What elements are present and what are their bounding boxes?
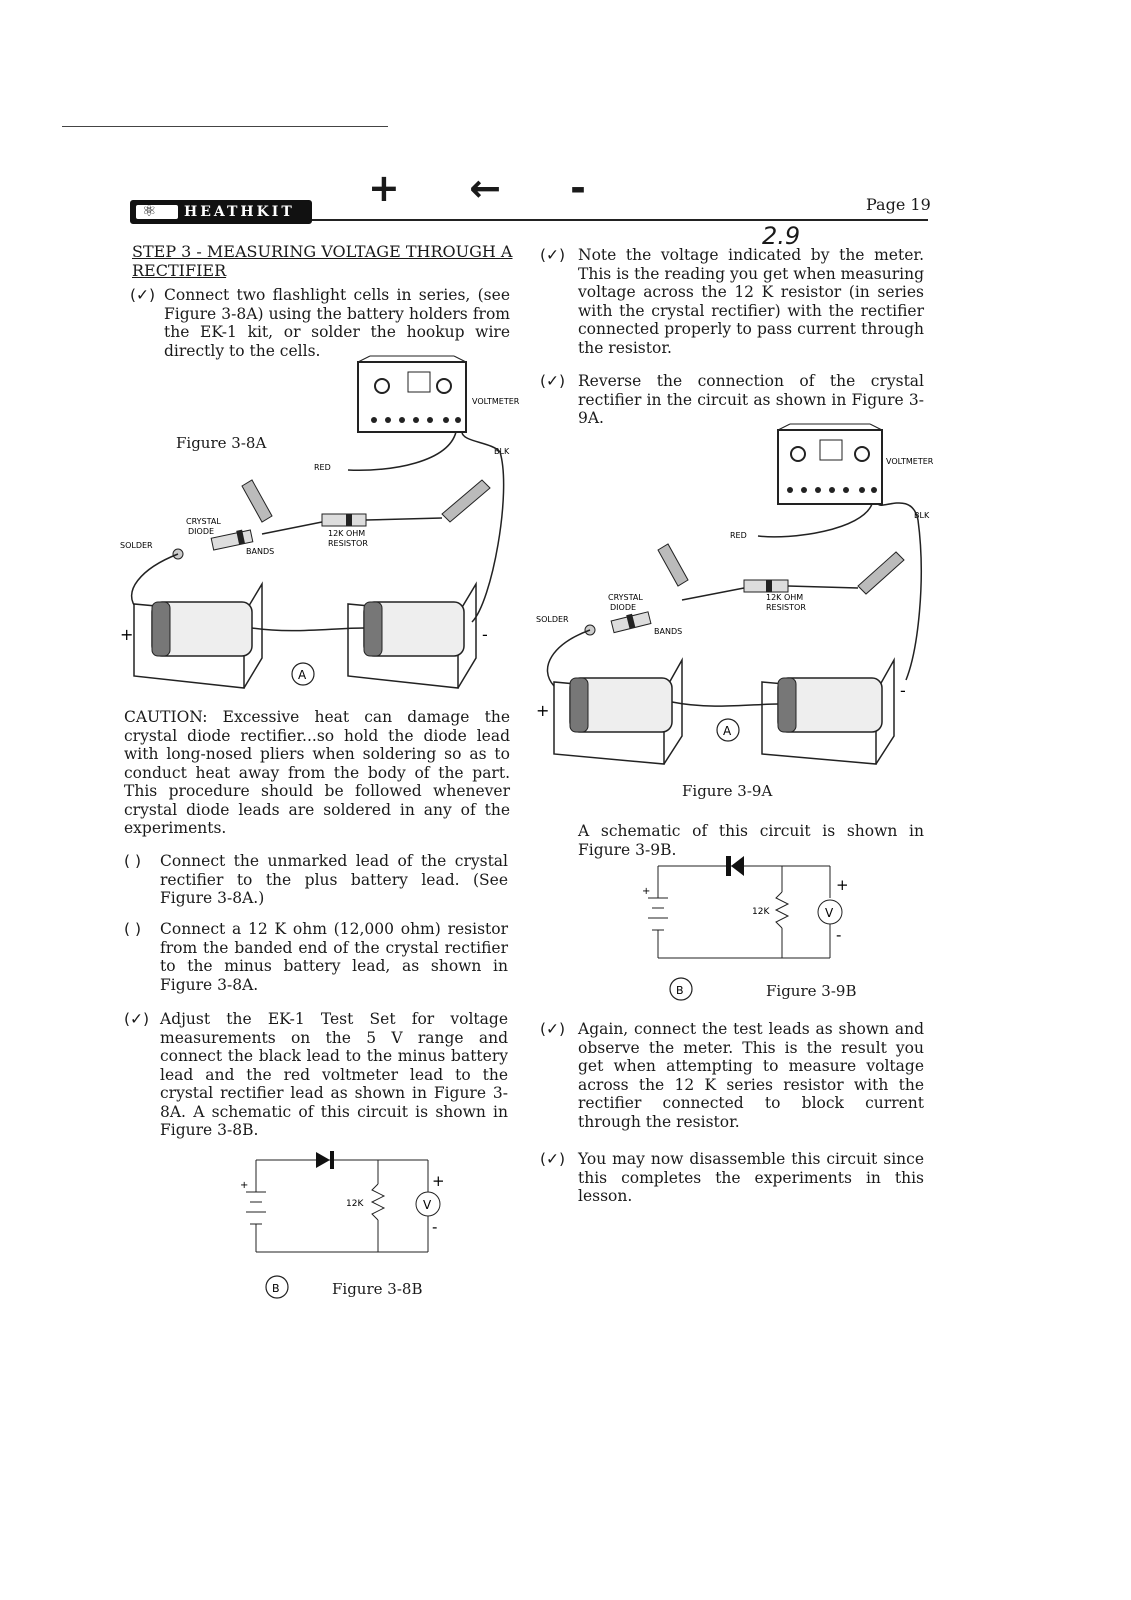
- resistor-symbol: [372, 1184, 384, 1220]
- minus-label: -: [836, 926, 842, 944]
- label-circle-a: A: [723, 724, 732, 738]
- battery-cell-1: [554, 660, 682, 764]
- step-4-checkbox[interactable]: (✓): [124, 1010, 150, 1028]
- figure-3-8a: [112, 352, 522, 698]
- label-crystal: CRYSTAL: [186, 517, 221, 526]
- handwritten-marks: + ← -: [368, 166, 614, 210]
- res-label: 12K: [752, 907, 770, 917]
- page-number: Page 19: [866, 195, 931, 214]
- step-6-checkbox[interactable]: (✓): [540, 372, 566, 390]
- label-minus: -: [482, 625, 488, 644]
- label-res2: RESISTOR: [766, 603, 806, 612]
- label-blk: BLK: [494, 447, 510, 456]
- step-7: [540, 1020, 924, 1131]
- label-red: RED: [314, 463, 331, 472]
- step-7-text: Again, connect the test leads as shown and observe the meter. This is the result you get when attempting to measure voltage across the 12 K series resistor with the rectifier connected to block current through the resistor.: [578, 1020, 924, 1131]
- brand-name: HEATHKIT: [184, 204, 295, 220]
- diode-symbol: [316, 1151, 334, 1169]
- battery-symbol: [246, 1192, 266, 1224]
- label-circle-a: A: [298, 668, 307, 682]
- step-8: [540, 1150, 924, 1206]
- label-res2: RESISTOR: [328, 539, 368, 548]
- step-8-text: You may now disassemble this circuit since this completes the experiments in this lesson.: [578, 1150, 924, 1205]
- meter-label: V: [825, 906, 834, 920]
- figure-3-9a: [532, 420, 952, 770]
- circle-b-icon: [668, 976, 694, 1002]
- circle-b-label: B: [676, 984, 684, 997]
- atom-icon: ⚛: [142, 201, 157, 220]
- battery-cell-2: [348, 584, 476, 688]
- step-5-checkbox[interactable]: (✓): [540, 246, 566, 264]
- step-2: [124, 852, 508, 908]
- step-3-checkbox[interactable]: ( ): [124, 920, 142, 938]
- caption-3-8b: Figure 3-8B: [332, 1280, 423, 1298]
- resistor-symbol: [776, 892, 788, 928]
- label-crystal: CRYSTAL: [608, 593, 643, 602]
- label-blk: BLK: [914, 511, 930, 520]
- caption-3-8a: Figure 3-8A: [176, 434, 267, 452]
- label-plus: +: [120, 625, 134, 644]
- step-3-text: Connect a 12 K ohm (12,000 ohm) resistor from the banded end of the crystal rectifier to the minus battery lead, as shown in Figure 3-8A.: [160, 920, 508, 994]
- diode-symbol-reversed: [726, 856, 744, 876]
- figure-3-9b: [630, 852, 860, 968]
- caution-note: CAUTION: Excessive heat can damage the crystal diode rectifier...so hold the diode lead with long-nosed pliers when soldering so as to conduct heat away from the body of the part. This procedure should be followed whenever crystal diode leads are soldered in any of the experiments.: [124, 708, 510, 837]
- label-solder: SOLDER: [536, 615, 569, 624]
- step-7-checkbox[interactable]: (✓): [540, 1020, 566, 1038]
- label-diode: DIODE: [188, 527, 215, 536]
- heathkit-logo: [130, 200, 312, 224]
- step-5-text: Note the voltage indicated by the meter. This is the reading you get when measuring voltage across the 12 K resistor (in series with the crystal rectifier) with the rectifier connected properly to pass current through the resistor.: [578, 246, 924, 357]
- label-res1: 12K OHM: [766, 593, 804, 602]
- caption-3-9b: Figure 3-9B: [766, 982, 857, 1000]
- voltmeter-icon: [358, 356, 466, 432]
- top-rule: [62, 126, 388, 127]
- step-2-checkbox[interactable]: ( ): [124, 852, 142, 870]
- label-voltmeter: VOLTMETER: [886, 457, 934, 466]
- step-5: [540, 246, 924, 357]
- step-8-checkbox[interactable]: (✓): [540, 1150, 566, 1168]
- header-rule: [312, 219, 928, 221]
- section-heading: STEP 3 - MEASURING VOLTAGE THROUGH A RECTIFIER: [132, 242, 513, 280]
- handwritten-reading: 2.9: [762, 222, 801, 250]
- meter-label: V: [423, 1198, 432, 1212]
- step-1-checkbox[interactable]: (✓): [130, 286, 156, 304]
- step-3: [124, 920, 508, 994]
- step-6-text: Reverse the connection of the crystal rectifier in the circuit as shown in Figure 3-9A.: [578, 372, 924, 427]
- label-voltmeter: VOLTMETER: [472, 397, 520, 406]
- step-1-text: Connect two flashlight cells in series, (see Figure 3-8A) using the battery holders from the EK-1 kit, or solder the hookup wire directly to the cells.: [164, 286, 510, 360]
- battery-symbol: [648, 898, 668, 930]
- battery-cell-1: [134, 584, 262, 688]
- label-red: RED: [730, 531, 747, 540]
- circle-b-icon: [264, 1274, 290, 1300]
- minus-label: -: [432, 1218, 438, 1236]
- res-label: 12K: [346, 1199, 364, 1209]
- step-4-text: Adjust the EK-1 Test Set for voltage measurements on the 5 V range and connect the black lead to the minus battery lead and the red voltmeter lead to the crystal rectifier lead as shown in Figure 3-8A. A schematic of this circuit is shown in Figure 3-8B.: [160, 1010, 508, 1139]
- label-diode: DIODE: [610, 603, 637, 612]
- step-1: [130, 286, 510, 360]
- step-4: [124, 1010, 508, 1140]
- schematic-intro: A schematic of this circuit is shown in Figure 3-9B.: [578, 822, 924, 859]
- label-minus: -: [900, 681, 906, 700]
- label-bands: BANDS: [246, 547, 275, 556]
- figure-3-8b: [228, 1146, 458, 1262]
- voltmeter-icon: [778, 424, 882, 504]
- label-bands: BANDS: [654, 627, 683, 636]
- circle-b-label: B: [272, 1282, 280, 1295]
- caption-3-9a: Figure 3-9A: [682, 782, 773, 800]
- step-2-text: Connect the unmarked lead of the crystal rectifier to the plus battery lead. (See Figure 3-8A.): [160, 852, 508, 907]
- label-res1: 12K OHM: [328, 529, 366, 538]
- plus-label: +: [836, 876, 849, 894]
- label-solder: SOLDER: [120, 541, 153, 550]
- label-plus: +: [536, 701, 550, 720]
- plus-label: +: [432, 1172, 445, 1190]
- battery-plus-label: +: [642, 886, 651, 897]
- battery-plus-label: +: [240, 1180, 249, 1191]
- battery-cell-2: [762, 660, 894, 764]
